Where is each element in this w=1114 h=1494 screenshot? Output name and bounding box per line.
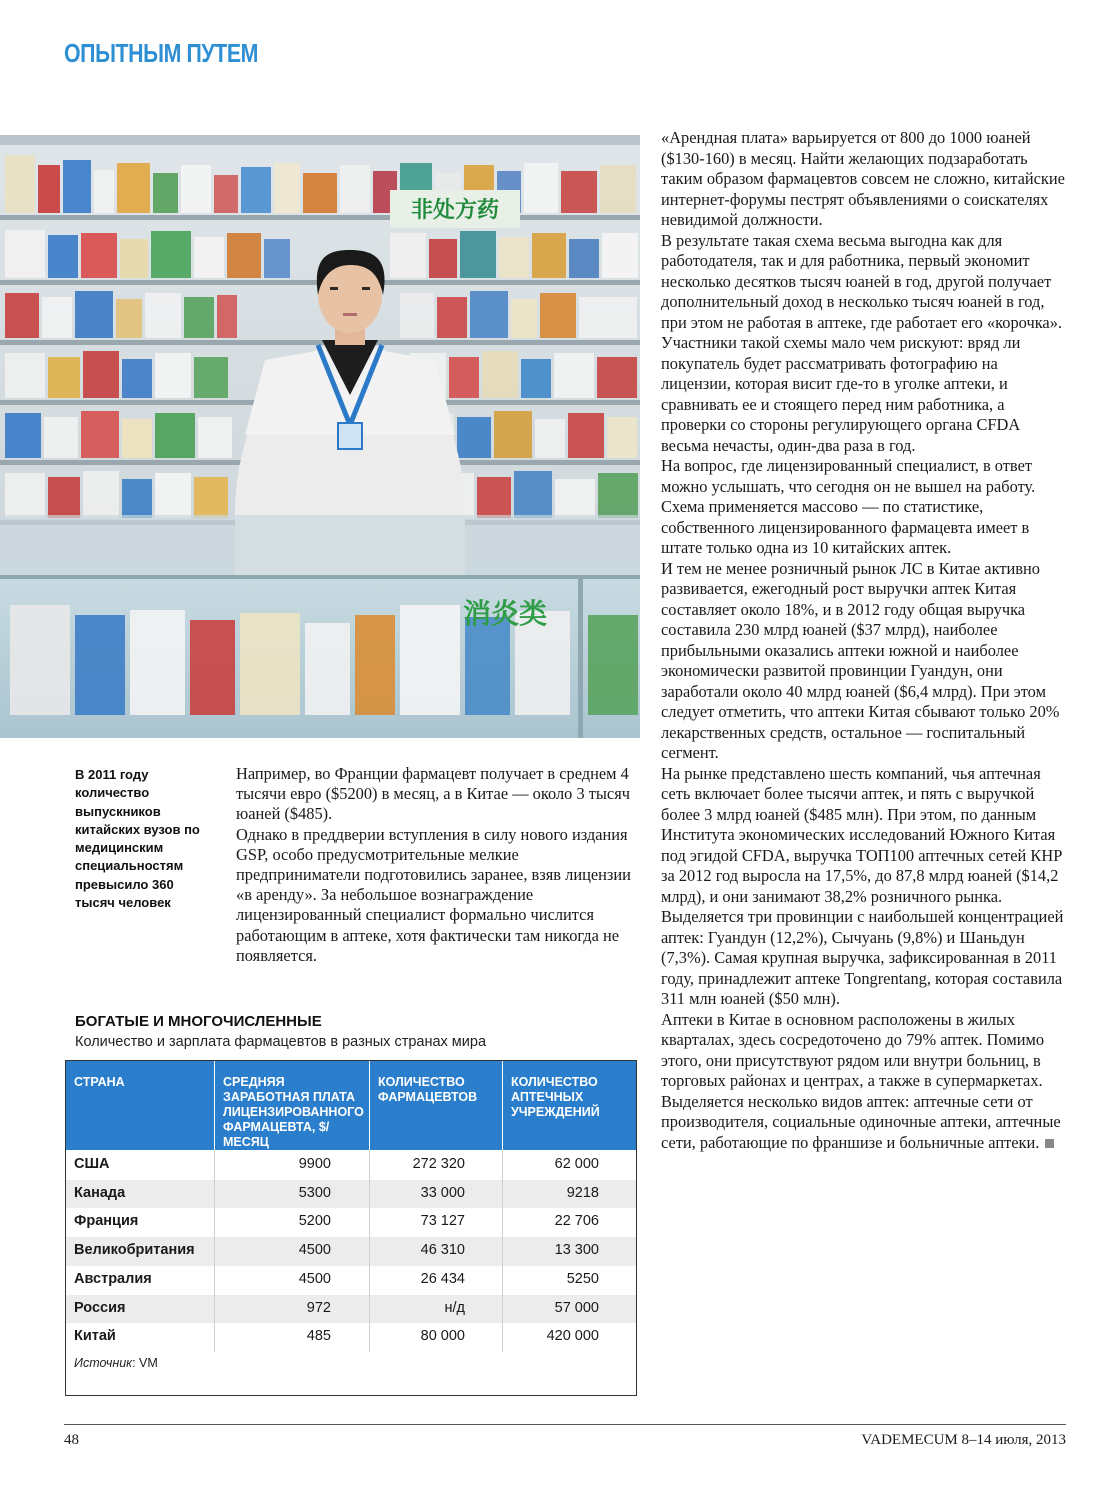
table-row	[66, 1266, 636, 1295]
column-divider	[214, 1150, 215, 1352]
cell-country: Австралия	[74, 1270, 152, 1287]
table-subtitle: Количество и зарплата фармацевтов в разных странах мира	[75, 1034, 487, 1050]
cell-salary: 4500	[298, 1270, 331, 1287]
cell-pharmacies: 57 000	[554, 1299, 599, 1316]
table-row	[66, 1180, 636, 1209]
cell-salary: 972	[306, 1299, 331, 1316]
issue-info: VADEMECUM 8–14 июля, 2013	[861, 1432, 1066, 1448]
header-pharmacies: КОЛИЧЕСТВО АПТЕЧНЫХ УЧРЕЖДЕНИЙ	[511, 1075, 600, 1119]
header-salary: СРЕДНЯЯ ЗАРАБОТНАЯ ПЛАТА ЛИЦЕНЗИРОВАННОГО ФАРМАЦЕВТА, $/МЕСЯЦ	[223, 1075, 364, 1149]
footer-rule	[64, 1424, 1066, 1425]
cell-pharmacies: 5250	[566, 1270, 599, 1287]
cell-salary: 9900	[298, 1156, 331, 1172]
header-country: СТРАНА	[74, 1075, 125, 1089]
source-label: Источник	[74, 1356, 133, 1370]
cell-country: Китай	[74, 1328, 116, 1345]
paragraph: «Арендная плата» варьируется от 800 до 1000 юаней ($130-160) в месяц. Найти желающих подзаработать таким образом фармацевтов совсем не сложно, китайские интернет-форумы пестрят объявлениями о соискателях невидимой должности.	[661, 128, 1065, 229]
photo-caption: В 2011 году количество выпускников китайских вузов по медицинским специальностям превысило 360 тысяч человек	[75, 767, 200, 911]
article-text-right	[661, 128, 1066, 1153]
table-row	[66, 1151, 636, 1180]
cell-salary: 5200	[298, 1213, 331, 1230]
cell-pharmacists: 272 320	[412, 1156, 465, 1172]
cell-pharmacies: 420 000	[546, 1328, 599, 1345]
paragraph: Участники такой схемы мало чем рискуют: вряд ли покупатель будет рассматривать фотографию на лицензии, которая висит где-то в уголке аптеки, и сравнивать ее и стоящего перед ним работника, а проверки со стороны регулирующего органа CFDA весьма нечасты, один-два раза в год.	[661, 333, 1021, 455]
article-text-middle	[236, 764, 640, 966]
paragraph-last	[661, 1092, 1066, 1154]
header-divider	[502, 1061, 503, 1150]
paragraph: Однако в преддверии вступления в силу нового издания GSP, особо предусмотрительные мелкие предприниматели подготовились заранее, взяв лицензии «в аренду». За небольшое вознаграждение лицензированный специалист формально числится работающим в аптеке, хотя фактически там никогда не появляется.	[236, 824, 631, 965]
cell-pharmacists: 80 000	[420, 1328, 465, 1345]
cell-pharmacists: 46 310	[420, 1242, 465, 1259]
section-title: ОПЫТНЫМ ПУТЕМ	[64, 38, 259, 68]
data-table	[65, 1060, 637, 1396]
sign-antiinflammatory: 消炎类	[462, 597, 548, 630]
cell-country: США	[74, 1156, 110, 1172]
column-divider	[369, 1150, 370, 1352]
header-divider	[369, 1061, 370, 1150]
cell-country: Франция	[74, 1213, 139, 1230]
cell-pharmacies: 9218	[566, 1184, 599, 1201]
paragraph: Например, во Франции фармацевт получает в среднем 4 тысячи евро ($5200) в месяц, а в Китае — около 3 тысяч юаней ($485).	[236, 764, 630, 824]
header-divider	[214, 1061, 215, 1150]
sign-otc: 非处方药	[410, 198, 500, 223]
paragraph: На вопрос, где лицензированный специалист, в ответ можно услышать, что сегодня он не вышел на работу. Схема применяется массово — по статистике, собственного лицензированного фармацевта имеет в штате только одна из 10 китайских аптек.	[661, 456, 1036, 557]
page-number: 48	[64, 1432, 79, 1448]
cell-salary: 4500	[298, 1242, 331, 1259]
table-header	[66, 1061, 636, 1150]
table-row	[66, 1323, 636, 1352]
header-pharmacists: КОЛИЧЕСТВО ФАРМАЦЕВТОВ	[378, 1075, 478, 1104]
table-row	[66, 1295, 636, 1324]
cell-pharmacies: 62 000	[554, 1156, 599, 1172]
source-value: : VM	[132, 1356, 158, 1370]
paragraph-text: Выделяется несколько видов аптек: аптечные сети от производителя, социальные одиночные аптеки, аптечные сети, работающие по франшизе и больничные аптеки.	[661, 1091, 1061, 1152]
cell-pharmacists: 26 434	[420, 1270, 465, 1287]
paragraph: И тем не менее розничный рынок ЛС в Китае активно развивается, ежегодный рост выручки аптек Китая составляет около 18%, и в 2012 году общая выручка составила 230 млрд юаней ($37 млрд), наиболее прибыльными оказались аптеки южной и наиболее экономически развитой провинции Гуандун, они заработали около 40 млрд юаней ($6,4 млрд). При этом следует отметить, что аптеки Китая сбывают только 20% лекарственных средств, остальное — госпитальный сегмент.	[661, 558, 1060, 762]
table-row	[66, 1237, 636, 1266]
cell-pharmacies: 13 300	[554, 1242, 599, 1259]
table-row	[66, 1208, 636, 1237]
cell-country: Россия	[74, 1299, 126, 1316]
table-title: БОГАТЫЕ И МНОГОЧИСЛЕННЫЕ	[75, 1013, 322, 1030]
cell-pharmacies: 22 706	[554, 1213, 599, 1230]
end-mark-icon	[1045, 1139, 1054, 1148]
cell-pharmacists: 73 127	[420, 1213, 465, 1230]
paragraph: На рынке представлено шесть компаний, чья аптечная сеть включает более тысячи аптек, и пять с выручкой более 3 млрд юаней ($485 млн). При этом, по данным Института экономических исследований Южного Китая под эгидой CFDA, выручка ТОП100 аптечных сетей КНР за 2012 год выросла на 17,5%, до 87,8 млрд юаней ($14,2 млрд), и они занимают 38,2% розничного рынка. Выделяется три провинции с наибольшей концентрацией аптек: Гуандун (12,2%), Сычуань (9,8%) и Шаньдун (7,3%). Самая крупная выручка, зафиксированная в 2011 году, принадлежит аптеке Tongrentang, которая составила 311 млн юаней ($50 млн).	[661, 763, 1064, 1008]
cell-country: Канада	[74, 1184, 126, 1201]
column-divider	[502, 1150, 503, 1352]
cell-country: Великобритания	[74, 1242, 195, 1259]
paragraph: Аптеки в Китае в основном расположены в жилых кварталах, здесь сосредоточено до 79% аптек. Помимо этого, они присутствуют рядом или внутри больниц, в торговых районах и центрах, а также в супермаркетах.	[661, 1009, 1045, 1090]
cell-salary: 485	[306, 1328, 331, 1345]
cell-salary: 5300	[298, 1184, 331, 1201]
cell-pharmacists: н/д	[444, 1299, 465, 1316]
pharmacy-photo	[0, 135, 640, 738]
cell-pharmacists: 33 000	[420, 1184, 465, 1201]
paragraph: В результате такая схема весьма выгодна как для работодателя, так и для работника, первый экономит несколько десятков тысяч юаней в год, другой получает дополнительный доход в несколько тысяч юаней в год, при этом не работая в аптеке, где работает его «корочка».	[661, 230, 1062, 332]
table-source	[74, 1356, 158, 1370]
